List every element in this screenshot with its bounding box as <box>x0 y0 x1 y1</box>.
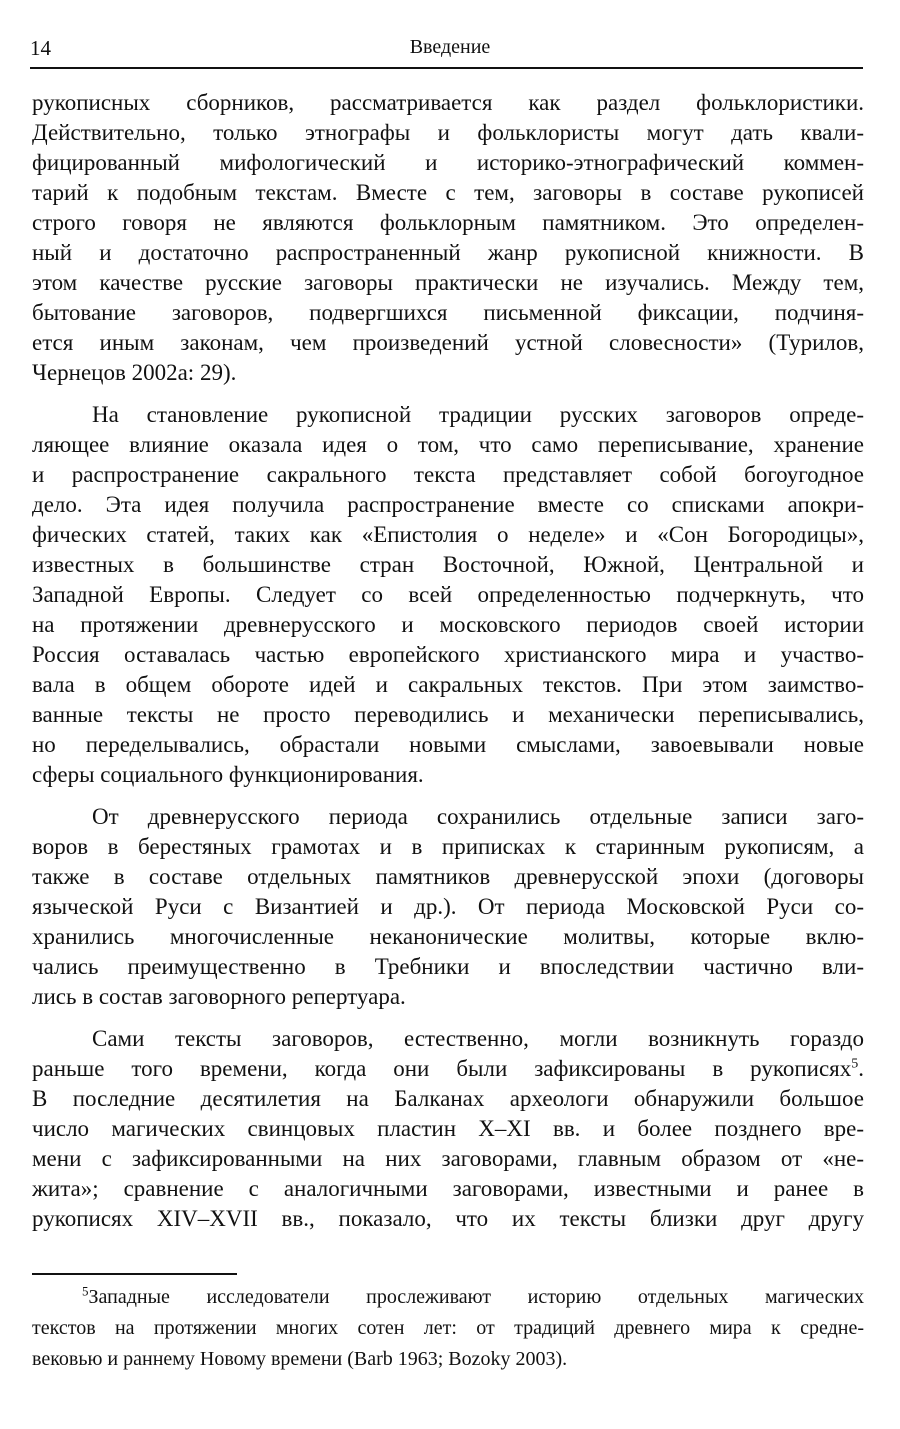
text-line: ется иным законам, чем произведений устной словесности» (Турилов, <box>32 330 864 355</box>
text-line: лись в состав заговорного репертуара. <box>32 984 406 1009</box>
text-line <box>32 1054 864 1084</box>
text-line: На становление рукописной традиции русских заговоров опреде- <box>92 402 864 427</box>
text-line: ляющее влияние оказала идея о том, что само переписывание, хранение <box>32 432 864 457</box>
paragraph <box>32 400 864 790</box>
text-line: на протяжении древнерусского и московского периодов своей истории <box>32 612 864 637</box>
page-number: 14 <box>30 36 51 60</box>
text-line: ный и достаточно распространенный жанр рукописной книжности. В <box>32 240 864 265</box>
line-punct: . <box>858 1056 864 1081</box>
text-line: но переделывались, обрастали новыми смыслами, завоевывали новые <box>32 732 864 757</box>
text-line: сферы социального функционирования. <box>32 762 424 787</box>
text-line: Чернецов 2002а: 29). <box>32 360 237 385</box>
text-line: число магических свинцовых пластин X–XI вв. и более позднего вре- <box>32 1116 864 1141</box>
footnote-line: вековью и раннему Новому времени (Barb 1963; Bozoky 2003). <box>32 1348 568 1370</box>
text-line: языческой Руси с Византией и др.). От периода Московской Руси со- <box>32 894 864 919</box>
paragraph <box>32 88 864 388</box>
text-line: Россия оставалась частью европейского христианского мира и участво- <box>32 642 864 667</box>
text-line: Западной Европы. Следует со всей определенностью подчеркнуть, что <box>32 582 864 607</box>
footnote <box>32 1282 864 1375</box>
text-line: известных в большинстве стран Восточной, Южной, Центральной и <box>32 552 864 577</box>
paragraph <box>32 1024 864 1234</box>
running-title: Введение <box>409 36 491 58</box>
text-line: воров в берестяных грамотах и в приписках к старинным рукописям, а <box>32 834 864 859</box>
footnote-marker: 5 <box>82 1283 89 1299</box>
text-line: Действительно, только этнографы и фольклористы могут дать квали- <box>32 120 864 145</box>
text-line: фических статей, таких как «Епистолия о неделе» и «Сон Богородицы», <box>32 522 864 547</box>
text-line: этом качестве русские заговоры практически не изучались. Между тем, <box>32 270 864 295</box>
header-rule <box>30 67 863 69</box>
text-line: чались преимущественно в Требники и впоследствии частично вли- <box>32 954 864 979</box>
text-line: жита»; сравнение с аналогичными заговорами, известными и ранее в <box>32 1176 864 1201</box>
text-line: рукописных сборников, рассматривается как раздел фольклористики. <box>32 90 864 115</box>
line-text: раньше того времени, когда они были зафиксированы в рукописях <box>32 1056 852 1081</box>
text-line: От древнерусского периода сохранились отдельные записи заго- <box>92 804 864 829</box>
footnote-line: текстов на протяжении многих сотен лет: от традиций древнего мира к средне- <box>32 1317 864 1339</box>
text-line: бытование заговоров, подвергшихся письменной фиксации, подчиня- <box>32 300 864 325</box>
text-line: ванные тексты не просто переводились и механически переписывались, <box>32 702 864 727</box>
text-line: тарий к подобным текстам. Вместе с тем, заговоры в составе рукописей <box>32 180 864 205</box>
paragraph <box>32 802 864 1012</box>
text-line: хранились многочисленные неканонические молитвы, которые вклю- <box>32 924 864 949</box>
footnote-divider <box>32 1273 237 1275</box>
text-line: дело. Эта идея получила распространение вместе со списками апокри- <box>32 492 864 517</box>
main-text <box>32 88 864 1246</box>
text-line: рукописях XIV–XVII вв., показало, что их тексты близки друг другу <box>32 1206 864 1231</box>
text-line: строго говоря не являются фольклорным памятником. Это определен- <box>32 210 864 235</box>
footnote-reference: 5 <box>851 1056 859 1072</box>
text-line: и распространение сакрального текста представляет собой богоугодное <box>32 462 864 487</box>
text-line: В последние десятилетия на Балканах археологи обнаружили большое <box>32 1086 864 1111</box>
text-line: Сами тексты заговоров, естественно, могли возникнуть гораздо <box>92 1026 864 1051</box>
text-line: фицированный мифологический и историко-этнографический коммен- <box>32 150 864 175</box>
text-line: вала в общем обороте идей и сакральных текстов. При этом заимство- <box>32 672 864 697</box>
footnote-line <box>32 1282 864 1313</box>
text-line: также в составе отдельных памятников древнерусской эпохи (договоры <box>32 864 864 889</box>
text-line: мени с зафиксированными на них заговорами, главным образом от «не- <box>32 1146 864 1171</box>
line-text: Западные исследователи прослеживают историю отдельных магических <box>88 1286 864 1308</box>
